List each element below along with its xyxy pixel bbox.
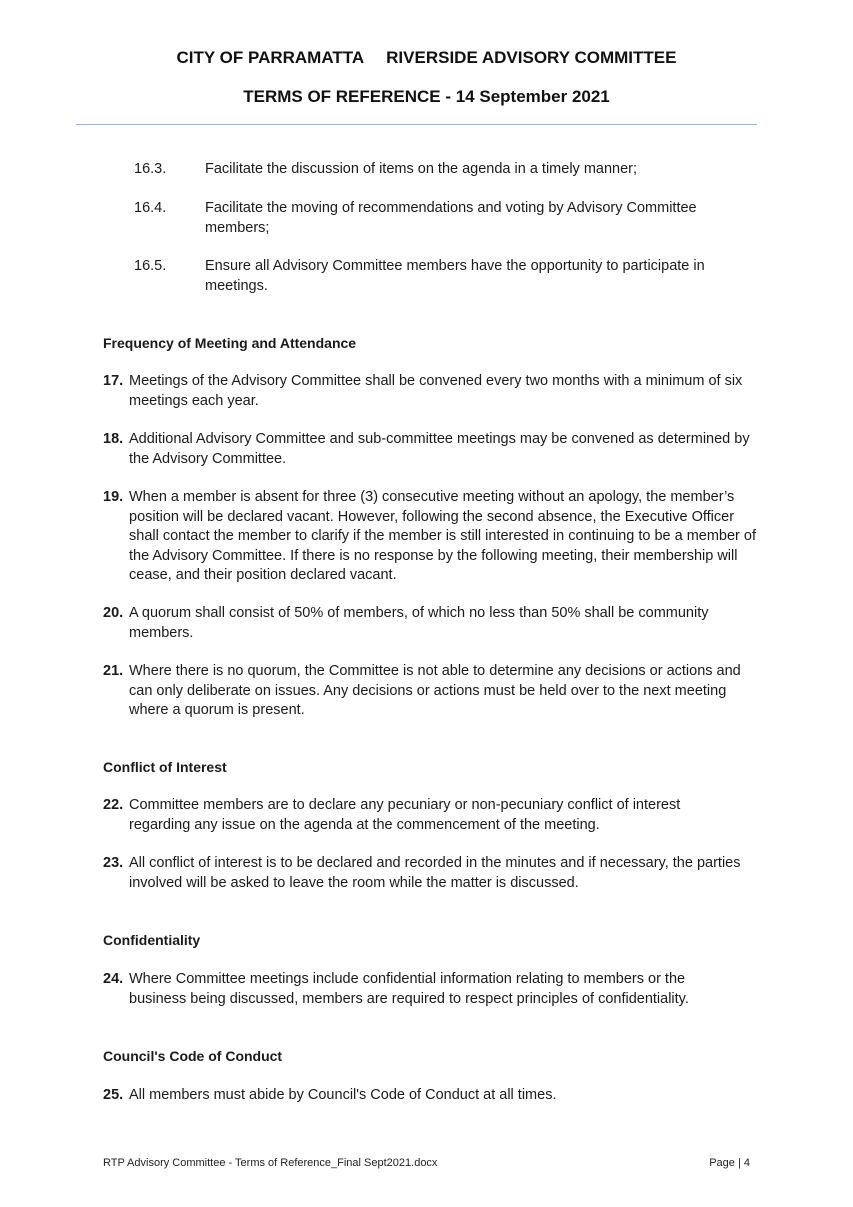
item-text: All conflict of interest is to be declared and recorded in the minutes and if necessary, the parties involved will be asked to leave the room while the matter is discussed. [129,855,741,891]
section-heading: Frequency of Meeting and Attendance [103,335,357,351]
item-text: When a member is absent for three (3) consecutive meeting without an apology, the member’s position will be declared vacant. However, following the second absence, the Executive Officer shall contact the member to clarify if the member is still interested in continuing to be a member of the Advisory Committee. If there is no response by the following meeting, their membership will cease, and their position declared vacant. [129,489,757,583]
item-text: All members must abide by Council's Code of Conduct at all times. [129,1087,557,1103]
item-text: Where there is no quorum, the Committee is not able to determine any decisions or actions and can only deliberate on issues. Any decisions or actions must be held over to the next meeting where a quorum is present. [129,663,741,718]
item-text: Meetings of the Advisory Committee shall be convened every two months with a minimum of six meetings each year. [129,373,743,409]
document-subtitle: TERMS OF REFERENCE - 14 September 2021 [243,87,610,106]
document-header-title [0,48,853,68]
footer-page-number: Page | 4 [709,1157,750,1169]
item-number: 16.5. [134,258,167,274]
item-text: Facilitate the discussion of items on the agenda in a timely manner; [205,161,638,177]
item-text: A quorum shall consist of 50% of members, of which no less than 50% shall be community members. [129,605,709,641]
item-number: 23. [103,855,124,871]
item-text: Additional Advisory Committee and sub-committee meetings may be convened as determined by the Advisory Committee. [129,431,750,467]
item-number: 17. [103,373,124,389]
item-number: 16.4. [134,200,167,216]
item-number: 24. [103,971,124,987]
item-number: 25. [103,1087,124,1103]
footer-filename: RTP Advisory Committee - Terms of Reference_Final Sept2021.docx [103,1157,438,1169]
item-number: 16.3. [134,161,167,177]
header-divider [76,124,757,125]
section-heading: Council's Code of Conduct [103,1048,283,1064]
item-text: Where Committee meetings include confidential information relating to members or the business being discussed, members are required to respect principles of confidentiality. [129,971,689,1007]
item-text: Facilitate the moving of recommendations and voting by Advisory Committee members; [205,200,697,236]
item-number: 22. [103,797,124,813]
item-number: 20. [103,605,124,621]
section-heading: Confidentiality [103,932,201,948]
item-text: Committee members are to declare any pecuniary or non-pecuniary conflict of interest regarding any issue on the agenda at the commencement of the meeting. [129,797,681,833]
section-heading: Conflict of Interest [103,759,227,775]
item-number: 18. [103,431,124,447]
org-name: CITY OF PARRAMATTA [176,48,365,67]
item-number: 19. [103,489,124,505]
item-text: Ensure all Advisory Committee members have the opportunity to participate in meetings. [205,258,705,294]
item-number: 21. [103,663,124,679]
committee-name: RIVERSIDE ADVISORY COMMITTEE [386,48,677,67]
